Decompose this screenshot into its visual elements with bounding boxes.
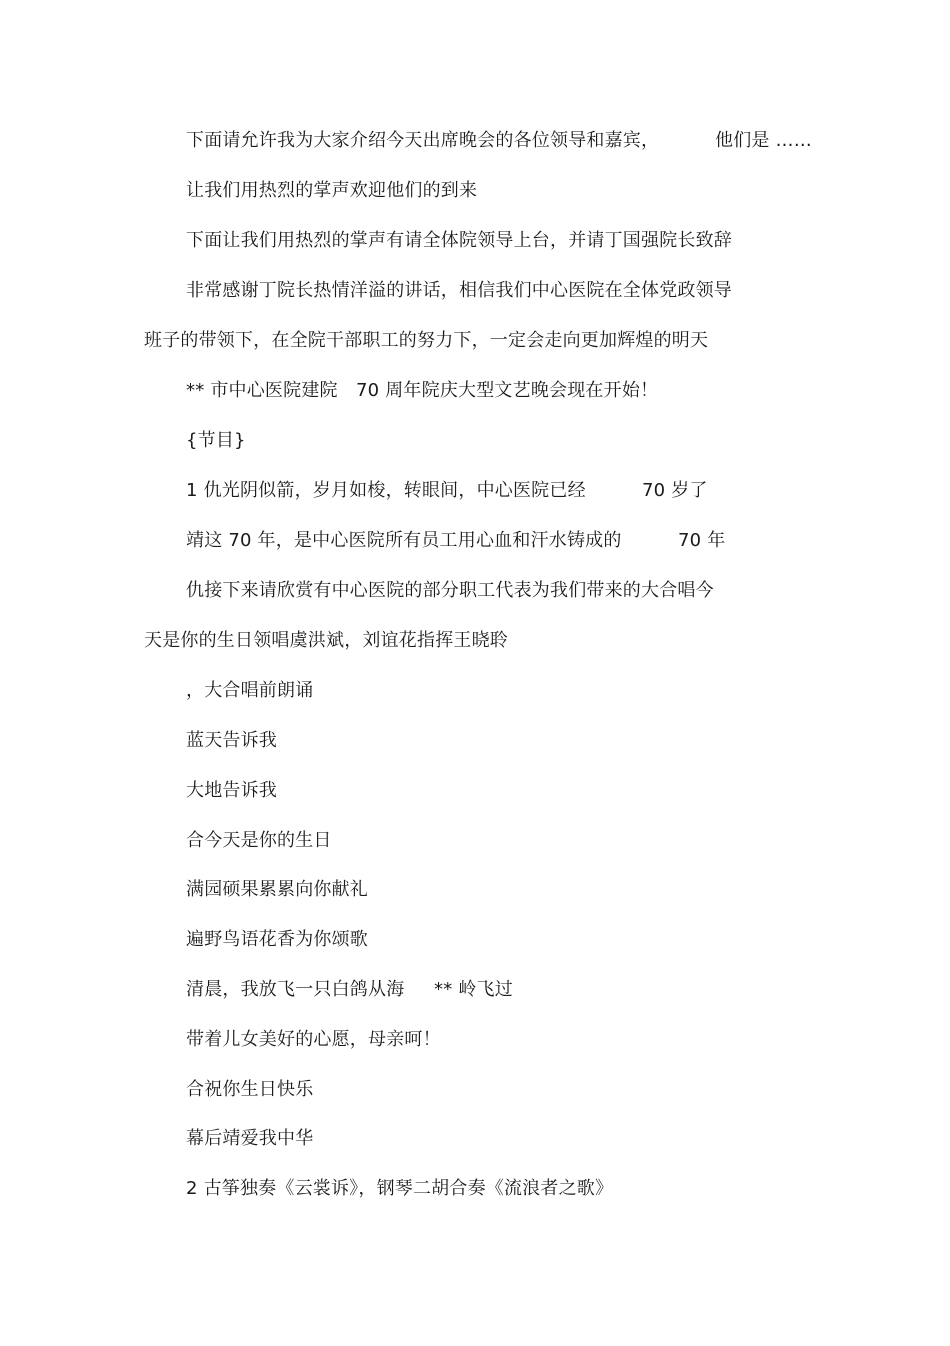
line-16-text: 满园硕果累累向你献礼 xyxy=(186,879,368,900)
line-8-text: 1 仇光阴似箭，岁月如梭，转眼间，中心医院已经 xyxy=(186,480,586,501)
line-2-text: 让我们用热烈的掌声欢迎他们的到来 xyxy=(186,180,478,201)
line-21-text: 幕后靖爱我中华 xyxy=(186,1128,314,1149)
line-11-text: 天是你的生日领唱虞洪斌，刘谊花指挥王晓聆 xyxy=(144,630,508,651)
line-13-text: 蓝天告诉我 xyxy=(186,730,277,751)
line-1-tail: 他们是 …… xyxy=(715,130,812,151)
line-19-text: 带着儿女美好的心愿，母亲呵！ xyxy=(186,1029,441,1050)
line-20-text: 合祝你生日快乐 xyxy=(186,1079,314,1100)
line-17-text: 遍野鸟语花香为你颂歌 xyxy=(186,929,368,950)
line-4-text: 非常感谢丁院长热情洋溢的讲话，相信我们中心医院在全体党政领导 xyxy=(186,280,732,301)
line-18-text: 清晨，我放飞一只白鸽从海 xyxy=(186,979,405,1000)
line-14-text: 大地告诉我 xyxy=(186,780,277,801)
line-1-text: 下面请允许我为大家介绍今天出席晚会的各位领导和嘉宾， xyxy=(186,130,660,151)
line-9-tail: 70 年 xyxy=(678,530,726,551)
line-6-tail: 70 周年院庆大型文艺晚会现在开始！ xyxy=(356,380,659,401)
line-12-text: ，大合唱前朗诵 xyxy=(186,680,314,701)
line-10-text: 仇接下来请欣赏有中心医院的部分职工代表为我们带来的大合唱今 xyxy=(186,580,714,601)
line-5-text: 班子的带领下，在全院干部职工的努力下，一定会走向更加辉煌的明天 xyxy=(144,330,709,351)
line-6-text: ** 市中心医院建院 xyxy=(186,380,338,401)
line-9-text: 靖这 70 年，是中心医院所有员工用心血和汗水铸成的 xyxy=(186,530,622,551)
line-7-text: {节目} xyxy=(186,430,246,451)
line-18-tail: ** 岭飞过 xyxy=(434,979,513,1000)
line-3-text: 下面让我们用热烈的掌声有请全体院领导上台，并请丁国强院长致辞 xyxy=(186,230,732,251)
line-22-text: 2 古筝独奏《云裳诉》，钢琴二胡合奏《流浪者之歌》 xyxy=(186,1178,614,1199)
line-15-text: 合今天是你的生日 xyxy=(186,830,332,851)
line-8-tail: 70 岁了 xyxy=(642,480,708,501)
